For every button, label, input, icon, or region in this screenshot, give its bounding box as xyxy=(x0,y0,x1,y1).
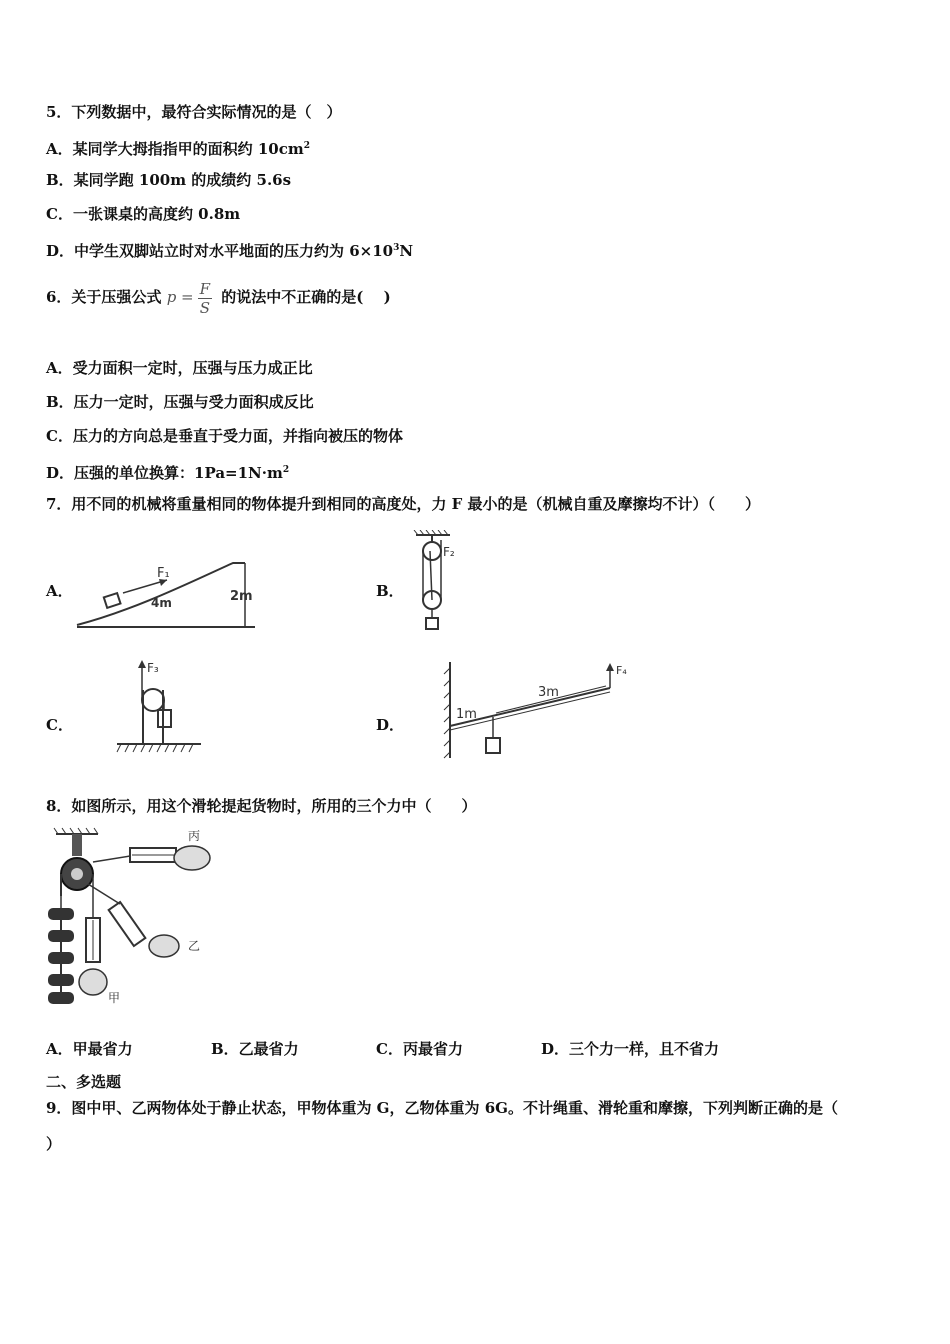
q6-option-a: A．受力面积一定时，压强与压力成正比 xyxy=(46,359,313,377)
q7-fig-a-height: 2m xyxy=(230,589,253,604)
q7-figure-d-lever xyxy=(438,660,638,760)
q5-option-d-text: D．中学生双脚站立时对水平地面的压力约为 6×10 xyxy=(46,242,394,260)
q7-figure-b-pulley-block xyxy=(410,530,470,632)
q8-fig-label-yi: 乙 xyxy=(188,939,201,953)
q5-option-a xyxy=(46,136,310,159)
q5-option-d-sup: 3 xyxy=(393,243,400,253)
q6-formula-numerator: F xyxy=(199,279,211,298)
section-2-title: 二、多选题 xyxy=(46,1073,122,1091)
q5-option-c: C．一张课桌的高度约 0.8m xyxy=(46,205,241,223)
q7-fig-c-force: F₃ xyxy=(147,661,159,675)
q6-stem-suffix: 的说法中不正确的是( ) xyxy=(221,288,391,306)
q6-option-d-text: D．压强的单位换算：1Pa=1N·m xyxy=(46,464,283,482)
q6-formula-p: p = xyxy=(166,288,194,306)
q7-fig-d-short-arm: 1m xyxy=(456,707,477,722)
q5-option-a-sup: 2 xyxy=(303,141,311,151)
q7-option-b-label: B． xyxy=(376,582,404,600)
q6-option-d-sup: 2 xyxy=(282,465,290,475)
q5-stem: 5．下列数据中，最符合实际情况的是（ ） xyxy=(46,103,342,121)
q7-fig-a-length: 4m xyxy=(151,596,172,610)
q9-stem-line1: 9．图中甲、乙两物体处于静止状态，甲物体重为 G，乙物体重为 6G。不计绳重、滑轮重和摩擦，下列判断正确的是（ xyxy=(46,1099,838,1117)
q8-stem: 8．如图所示，用这个滑轮提起货物时，所用的三个力中（ ） xyxy=(46,797,477,815)
q9-stem-line2: ） xyxy=(46,1135,62,1153)
q5-option-b: B．某同学跑 100m 的成绩约 5.6s xyxy=(46,171,292,189)
q8-fig-label-bing: 丙 xyxy=(188,829,201,843)
q8-figure-pulley-forces xyxy=(42,826,222,1012)
q7-fig-a-force: F₁ xyxy=(157,566,170,581)
q7-stem: 7．用不同的机械将重量相同的物体提升到相同的高度处，力 F 最小的是（机械自重及摩擦均不计）（ ） xyxy=(46,495,761,513)
q7-option-d-label: D． xyxy=(376,716,405,734)
q7-option-c-label: C． xyxy=(46,716,73,734)
q8-option-d: D．三个力一样，且不省力 xyxy=(541,1040,720,1058)
q7-fig-d-long-arm: 3m xyxy=(538,685,559,700)
q5-option-a-text: A．某同学大拇指指甲的面积约 10cm xyxy=(46,140,304,158)
q7-fig-d-force: F₄ xyxy=(616,664,627,677)
q7-option-a-label: A． xyxy=(46,582,73,600)
q6-formula-denominator: S xyxy=(199,298,210,317)
q6-stem-prefix: 6．关于压强公式 xyxy=(46,288,162,306)
q6-option-b: B．压力一定时，压强与受力面积成反比 xyxy=(46,393,314,411)
q7-figure-a-incline xyxy=(75,555,265,635)
q8-option-c: C．丙最省力 xyxy=(376,1040,463,1058)
q6-option-d xyxy=(46,460,289,483)
q6-option-c: C．压力的方向总是垂直于受力面，并指向被压的物体 xyxy=(46,427,403,445)
q8-fig-label-jia: 甲 xyxy=(108,991,121,1005)
q8-option-b: B．乙最省力 xyxy=(211,1040,299,1058)
q7-figure-c-fixed-pulley xyxy=(115,658,205,758)
q8-option-a: A．甲最省力 xyxy=(46,1040,133,1058)
q7-fig-b-force: F₂ xyxy=(443,545,455,559)
q5-option-d-unit: N xyxy=(399,242,414,260)
q6-formula-fraction xyxy=(198,280,212,317)
q6-stem xyxy=(46,278,391,317)
q5-option-d xyxy=(46,238,413,261)
